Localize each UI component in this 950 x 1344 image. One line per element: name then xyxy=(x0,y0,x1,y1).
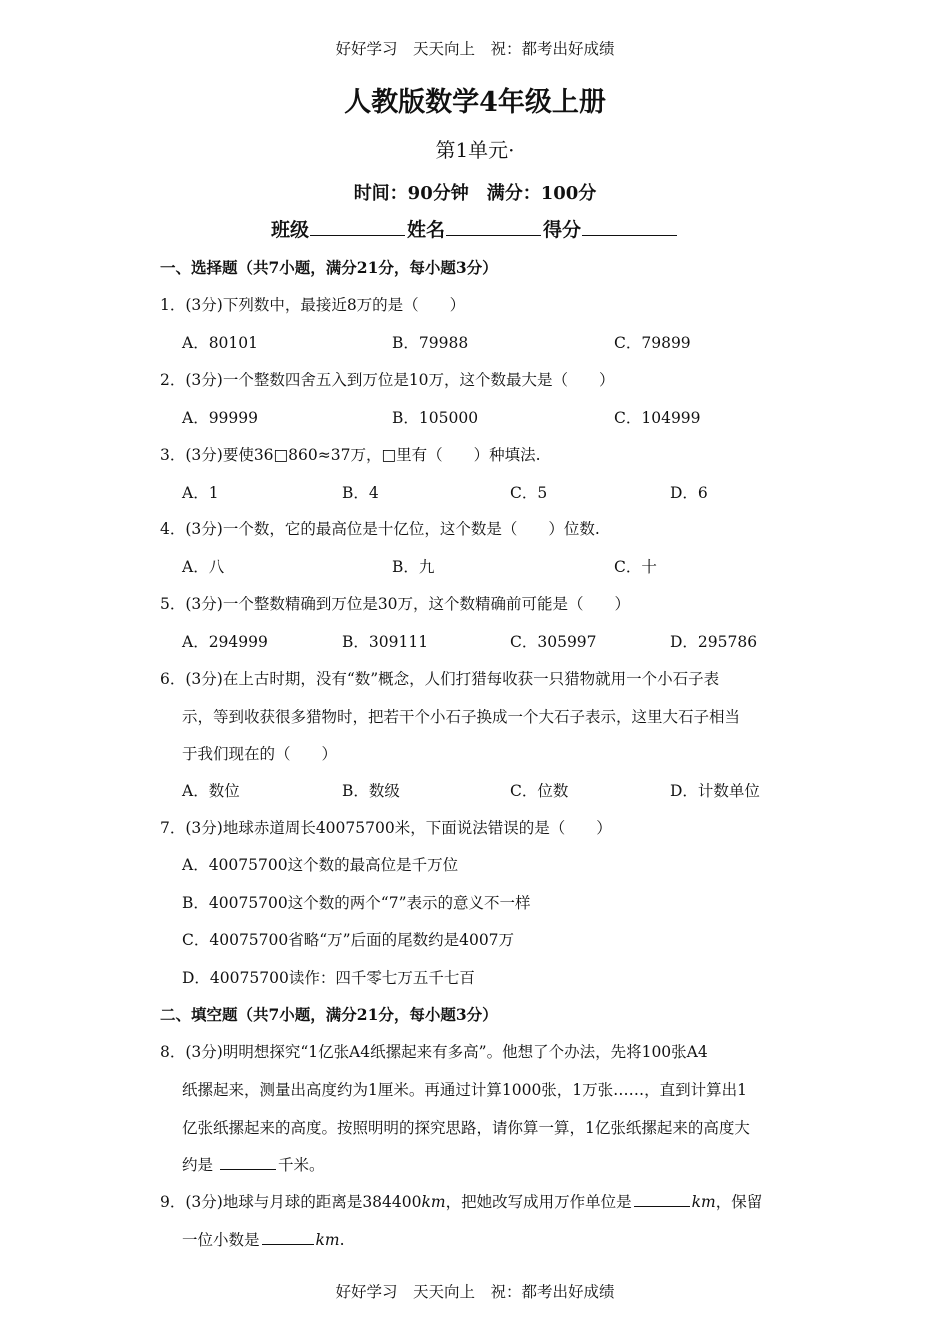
q9-line-1-prefix: 9．(3分)地球与月球的距离是384400 xyxy=(160,1193,422,1211)
name-blank xyxy=(446,217,541,236)
q9-line-1-mid: ，把她改写成用万作单位是 xyxy=(445,1193,632,1211)
question-8-line-4 xyxy=(182,1153,324,1175)
name-label: 姓名 xyxy=(406,219,445,241)
q3-option-a: A．1 xyxy=(182,484,219,502)
q4-option-b: B．九 xyxy=(392,558,435,576)
question-8-line-2: 纸摞起来，测量出高度约为1厘米。再通过计算1000张，1万张……，直到计算出1 xyxy=(182,1081,748,1099)
score-label: 得分 xyxy=(543,219,582,241)
question-3: 3．(3分)要使36□860≈37万，□里有（ ）种填法. xyxy=(160,446,541,464)
time-score: 时间：90分钟 满分：100分 xyxy=(353,183,597,204)
page-header: 好好学习 天天向上 祝：都考出好成绩 xyxy=(335,40,615,58)
q3-option-b: B．4 xyxy=(342,484,379,502)
section-2-heading: 二、填空题（共7小题，满分21分，每小题3分） xyxy=(160,1005,498,1024)
question-5: 5．(3分)一个整数精确到万位是30万，这个数精确前可能是（ ） xyxy=(160,595,631,613)
question-6-line-3: 于我们现在的（ ） xyxy=(182,745,338,763)
section-1-heading: 一、选择题（共7小题，满分21分，每小题3分） xyxy=(160,258,498,277)
q9-unit-3: km xyxy=(315,1231,340,1249)
question-2: 2．(3分)一个整数四舍五入到万位是10万，这个数最大是（ ） xyxy=(160,371,615,389)
question-8-line-1: 8．(3分)明明想探究“1亿张A4纸摞起来有多高”。他想了个办法，先将100张A4 xyxy=(160,1043,708,1061)
question-6-line-1: 6．(3分)在上古时期，没有“数”概念，人们打猎每收获一只猎物就用一个小石子表 xyxy=(160,670,720,688)
q7-option-c: C．40075700省略“万”后面的尾数约是4007万 xyxy=(182,931,515,949)
q7-option-a: A．40075700这个数的最高位是千万位 xyxy=(182,856,459,874)
question-9-line-1 xyxy=(160,1190,762,1212)
question-6-line-2: 示，等到收获很多猎物时，把若干个小石子换成一个大石子表示，这里大石子相当 xyxy=(182,708,741,726)
question-8-line-3: 亿张纸摞起来的高度。按照明明的探究思路，请你算一算，1亿张纸摞起来的高度大 xyxy=(182,1119,750,1137)
q1-option-c: C．79899 xyxy=(614,334,691,352)
question-1: 1．(3分)下列数中，最接近8万的是（ ） xyxy=(160,296,466,314)
q7-option-d: D．40075700读作：四千零七万五千七百 xyxy=(182,969,475,987)
q1-option-a: A．80101 xyxy=(182,334,259,352)
unit-title: 第1单元· xyxy=(435,138,515,162)
page-title: 人教版数学4年级上册 xyxy=(344,87,606,118)
q5-option-c: C．305997 xyxy=(510,633,597,651)
q4-option-c: C．十 xyxy=(614,558,657,576)
q9-unit-1: km xyxy=(421,1193,446,1211)
q5-option-d: D．295786 xyxy=(670,633,758,651)
student-info xyxy=(0,215,950,242)
q7-option-b: B．40075700这个数的两个“7”表示的意义不一样 xyxy=(182,894,531,912)
q6-option-b: B．数级 xyxy=(342,782,400,800)
q6-option-c: C．位数 xyxy=(510,782,569,800)
q9-answer-blank-2[interactable] xyxy=(262,1230,314,1245)
q9-line-2-prefix: 一位小数是 xyxy=(182,1231,260,1249)
q5-option-b: B．309111 xyxy=(342,633,429,651)
q9-answer-blank-1[interactable] xyxy=(634,1192,690,1207)
q1-option-b: B．79988 xyxy=(392,334,469,352)
question-9-line-2 xyxy=(182,1228,345,1250)
class-blank xyxy=(310,217,405,236)
q2-option-b: B．105000 xyxy=(392,409,479,427)
q9-line-1-suffix: ，保留 xyxy=(715,1193,763,1211)
q6-option-a: A．数位 xyxy=(182,782,240,800)
q2-option-a: A．99999 xyxy=(182,409,259,427)
q4-option-a: A．八 xyxy=(182,558,225,576)
q3-option-d: D．6 xyxy=(670,484,708,502)
q8-line-4-suffix: 千米。 xyxy=(277,1156,325,1174)
score-blank xyxy=(582,217,677,236)
q8-answer-blank[interactable] xyxy=(220,1155,276,1170)
q9-line-2-suffix: . xyxy=(339,1231,345,1249)
q8-line-4-prefix: 约是 xyxy=(182,1156,214,1174)
page-footer: 好好学习 天天向上 祝：都考出好成绩 xyxy=(335,1283,615,1301)
q6-option-d: D．计数单位 xyxy=(670,782,760,800)
question-4: 4．(3分)一个数，它的最高位是十亿位，这个数是（ ）位数. xyxy=(160,520,600,538)
q2-option-c: C．104999 xyxy=(614,409,701,427)
q9-unit-2: km xyxy=(691,1193,716,1211)
class-label: 班级 xyxy=(270,219,309,241)
question-7: 7．(3分)地球赤道周长40075700米，下面说法错误的是（ ） xyxy=(160,819,612,837)
q3-option-c: C．5 xyxy=(510,484,548,502)
q5-option-a: A．294999 xyxy=(182,633,268,651)
